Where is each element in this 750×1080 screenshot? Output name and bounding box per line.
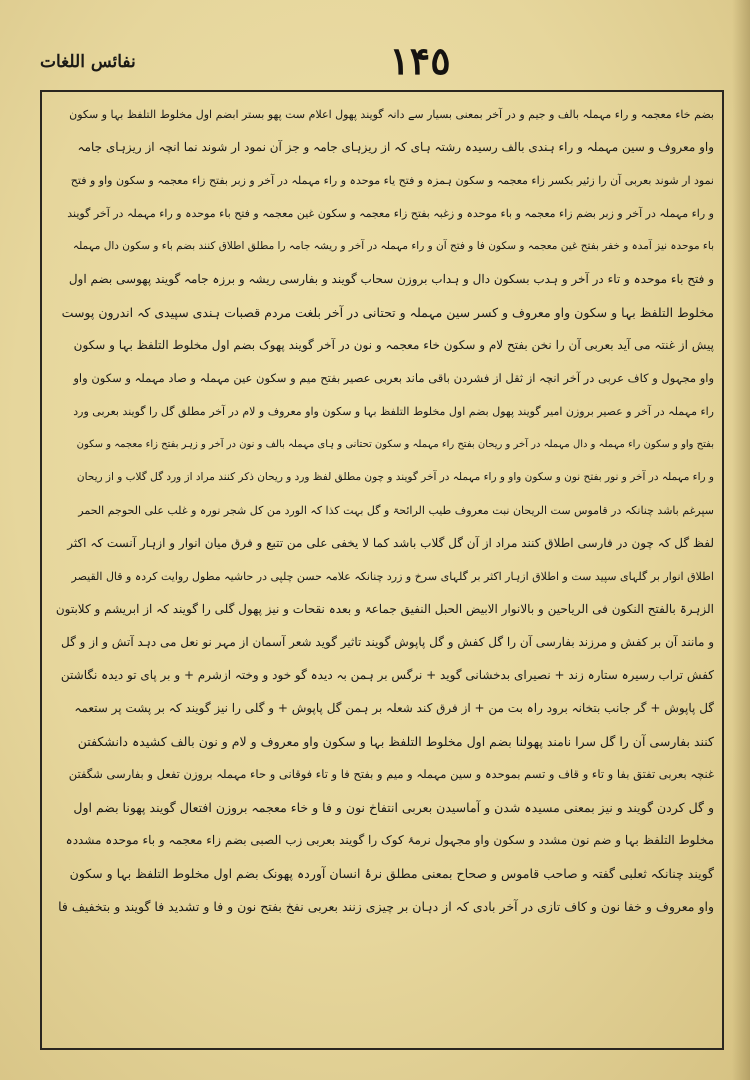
text-line: و راء مہملہ در آخر و زبر بضم زاء معجمہ و باء موحدہ و زغبہ بفتح زاء معجمہ و سکون غین معجمہ و فتح باء موحدہ و راء مہملہ در آخر گویند	[67, 207, 714, 220]
text-line: مخلوط التلفظ بہا و ضم نون مشدد و سکون واو مجہول نرمۂ کوک را گویند بعربی زب الصبی بضم زاء معجمہ و باء موحدہ مشددہ	[65, 833, 714, 847]
text-line: باء موحدہ نیز آمدہ و خفر بفتح غین معجمہ و سکون فا و فتح آن و راء مہملہ در آخر و ریشہ جامہ را مطلق اطلاق کنند بضم باء و سکون دال مہملہ	[72, 240, 714, 252]
text-line: بضم خاء معجمہ و راء مہملہ بالف و جیم و در آخر بمعنی بسیار سے دانہ گویند پھول اعلام ست پھو بستر ابضم اول مخلوط التلفظ بہا و سکون	[69, 108, 714, 121]
body-text	[54, 98, 714, 923]
text-line: بفتح واو و سکون راء مہملہ و دال مہملہ در آخر و ریحان بفتح راء مہملہ و سکون تحتانی و ہای مہملہ بالف و نون در آخر و زہر بفتح زاء معجمہ و سکون	[76, 439, 714, 450]
text-line: واو معروف و سین مہملہ و راء ہندی بالف رسیدہ رشتہ ہای کہ از ریزہای جامہ و جز آن نمود ار شوند نما انچہ از ریزہای جامہ	[77, 140, 714, 154]
text-line: کنند بفارسی آن را گل سرا نامند پھولنا بضم اول مخلوط التلفظ بہا و سکون واو معروف و لام و نون بالف کشیدہ دانشکفتن	[77, 734, 714, 749]
text-line: نمود ار شوند بعربی آن را زئیر بکسر زاء معجمہ و سکون ہمزہ و فتح یاء موحدہ و راء مہملہ در آخر و زبر بفتح زاء معجمہ و سکون واو و فتح	[70, 174, 714, 187]
page-edge-shadow	[732, 0, 750, 1080]
page-number: ١۴٥	[389, 38, 451, 83]
text-line: غنچہ بعربی تفتق بفا و تاء و قاف و تسم بموحدہ و سین مہملہ و میم و بفتح فا و تاء فوقانی و حاء مہملہ بروزن تفعل و بفارسی شگفتن	[68, 767, 714, 781]
text-line: مخلوط التلفظ بہا و سکون واو معروف و کسر سین مہملہ و تحتانی در آخر بلغت مردم قصبات ہندی سپیدی کہ اندرون پوست	[61, 305, 714, 320]
text-line: اطلاق انوار بر گلہای سپید ست و اطلاق ازہار اکثر بر گلہای سرخ و زرد چنانکہ علامہ حسن چلپی در حاشیہ مطول روایت کردہ و قال القیصر	[71, 570, 714, 583]
text-line: الزہرۃ بالفتح النکون فی الریاحین و بالانوار الابیض الحبل النفیق جماعۃ و بعدہ نقحات و نیز پھول گلی را گویند کہ از ابریشم و کلابتون	[55, 602, 714, 616]
text-line: و فتح باء موحدہ و تاء در آخر و ہدب بسکون دال و ہداب بروزن سحاب گویند و بفارسی ریشہ و برزہ جامہ گویند پھوسی بضم اول	[68, 272, 714, 286]
running-head: نفائس اللغات	[40, 52, 136, 72]
text-frame	[40, 90, 724, 1050]
text-line: کفش تراب رسیرہ ستارہ زند + نصیرای بدخشانی گوید + نرگس بر ہمن بہ دیدہ گو خود و وختہ ازشرم + و بر پای تو دیدہ نگاشتن	[60, 668, 714, 682]
text-line: و گل کردن گویند و نیز بمعنی مسیدہ شدن و آماسیدن بعربی انتفاخ نون و فا و خاء معجمہ بروزن افتعال گویند پھونا بضم اول	[73, 800, 714, 815]
page-header	[40, 36, 730, 88]
text-line: سپرغم باشد چنانکہ در قاموس ست الریحان نبت معروف طیب الرائحۃ و گل بہت کذا کہ الورد من کل شجر نورہ و غلب علی الحوجم الحمر	[78, 504, 714, 517]
text-line: لفظ گل کہ چون در فارسی اطلاق کنند مراد از آن گل گلاب باشد کما لا یخفی علی من تتبع و فرق میان انوار و ازہار آنست کہ اکثر	[67, 536, 714, 550]
text-line: گل پاپوش + گر جانب بتخانہ برود راہ بت من + از فرق کند شعلہ بر ہمن گل پاپوش + و گلی را نیز گویند کہ بر پشت پر ستعمہ	[74, 701, 714, 715]
text-line: واو مجہول و کاف عربی در آخر انچہ از ثقل از فشردن باقی ماند بعربی عصیر بفتح میم و سکون عین مہملہ و صاد مہملہ و سکون واو	[73, 371, 714, 385]
text-line: راء مہملہ در آخر و عصیر بروزن امیر گویند پھول بضم اول مخلوط التلفظ بہا و سکون واو معروف و لام در آخر مطلق گل را گویند بعربی ورد	[73, 405, 714, 418]
text-line: پیش از غنتہ می آید بعربی آن را نخن بفتح لام و سکون خاء معجمہ و نون در آخر گویند پھوک بضم اول مخلوط التلفظ بہا و سکون	[73, 338, 714, 352]
text-line: و راء مہملہ در آخر و نور بفتح نون و سکون واو و راء مہملہ در آخر گویند و چون مطلق لفظ ورد و ریحان ذکر کنند مراد از ورد گل گلاب و از ریحان	[76, 471, 714, 483]
text-line: واو معروف و خفا نون و کاف تازی در آخر بادی کہ از دہان بر چیزی زنند بعربی نفخ بفتح نون و فا و تشدید فا گویند و بتخفیف فا	[58, 899, 714, 914]
text-line: و مانند آن بر کفش و مرزند بفارسی آن را گل کفش و گل پاپوش گویند تاثیر گوید شعر آسمان از مہر نو نعل می دہد آتش و از و گل	[60, 635, 714, 649]
text-line: گویند چنانکہ ثعلبی گفتہ و صاحب قاموس و صحاح بمعنی مطلق نرۂ انسان آوردہ پھونک بضم اول مخلوط التلفظ بہا و سکون	[69, 866, 714, 881]
